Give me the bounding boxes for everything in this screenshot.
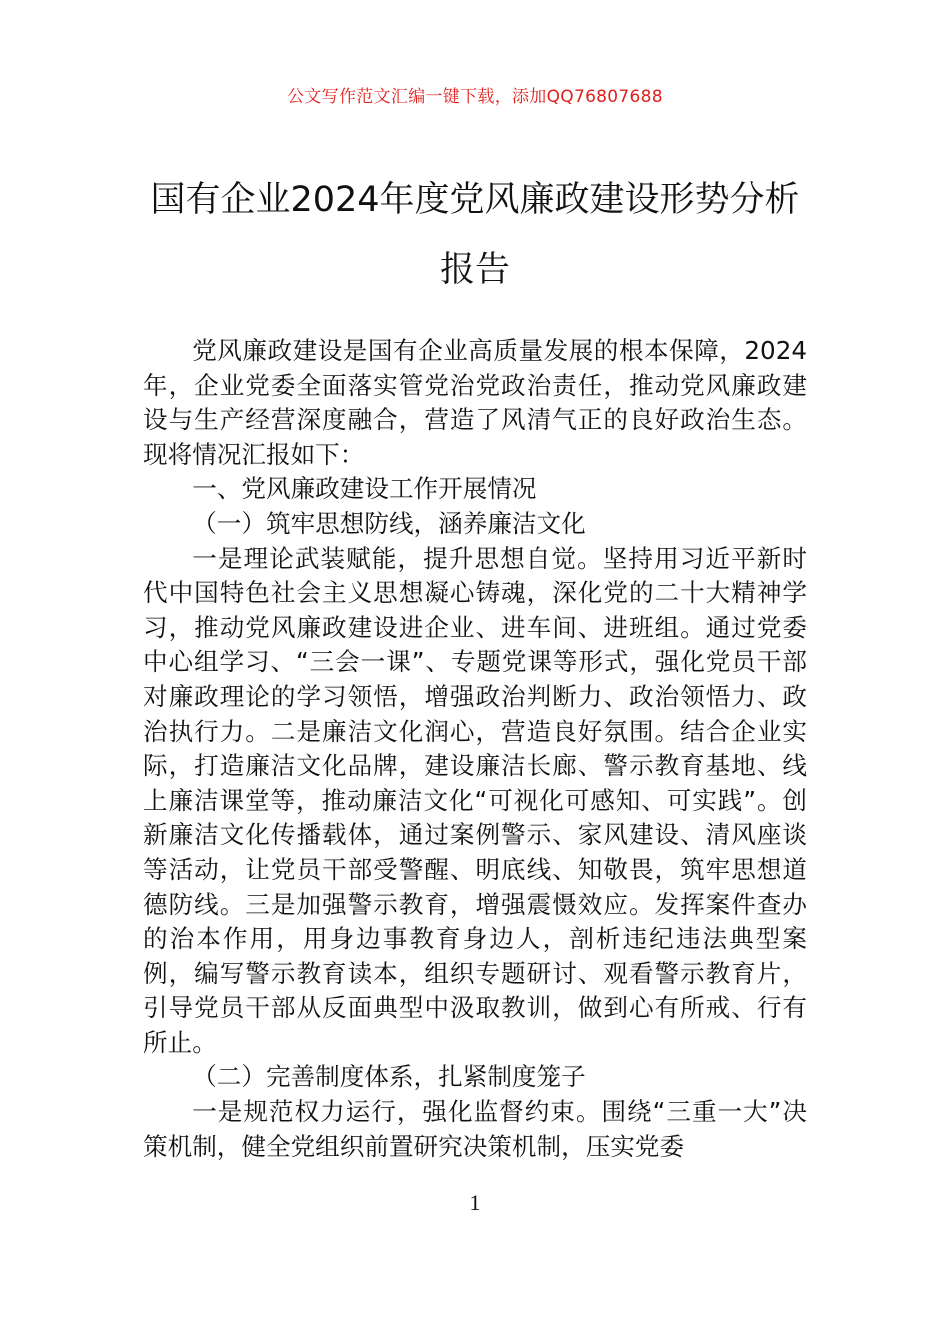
body-paragraph: 一是理论武装赋能，提升思想自觉。坚持用习近平新时代中国特色社会主义思想凝心铸魂，深化党的二十大精神学习，推动党风廉政建设进企业、进车间、进班组。通过党委中心组学习、“三会一课”、专题党课等形式，强化党员干部对廉政理论的学习领悟，增强政治判断力、政治领悟力、政治执行力。二是廉洁文化润心，营造良好氛围。结合企业实际，打造廉洁文化品牌，建设廉洁长廊、警示教育基地、线上廉洁课堂等，推动廉洁文化“可视化可感知、可实践”。创新廉洁文化传播载体，通过案例警示、家风建设、清风座谈等活动，让党员干部受警醒、明底线、知敬畏，筑牢思想道德防线。三是加强警示教育，增强震慑效应。发挥案件查办的治本作用，用身边事教育身边人，剖析违纪违法典型案例，编写警示教育读本，组织专题研讨、观看警示教育片，引导党员干部从反面典型中汲取教训，做到心有所戒、行有所止。 bbox=[143, 543, 807, 1057]
intro-paragraph: 党风廉政建设是国有企业高质量发展的根本保障，2024年，企业党委全面落实管党治党政治责任，推动党风廉政建设与生产经营深度融合，营造了风清气正的良好政治生态。现将情况汇报如下： bbox=[143, 336, 807, 469]
body-paragraph: 一是规范权力运行，强化监督约束。围绕“三重一大”决策机制，健全党组织前置研究决策机制，压实党委 bbox=[143, 1097, 807, 1161]
document-title-line-2: 报告 bbox=[439, 250, 510, 290]
document-title bbox=[0, 165, 950, 305]
subsection-heading-1: （一）筑牢思想防线，涵养廉洁文化 bbox=[192, 508, 586, 538]
header-banner: 公文写作范文汇编一键下载，添加QQ76807688 bbox=[287, 87, 663, 107]
subsection-heading-2: （二）完善制度体系，扎紧制度笼子 bbox=[192, 1062, 586, 1092]
document-body bbox=[143, 334, 807, 1164]
page-number: 1 bbox=[469, 1190, 481, 1215]
document-title-line-1: 国有企业2024年度党风廉政建设形势分析 bbox=[150, 180, 800, 220]
section-heading-1: 一、党风廉政建设工作开展情况 bbox=[192, 474, 537, 504]
